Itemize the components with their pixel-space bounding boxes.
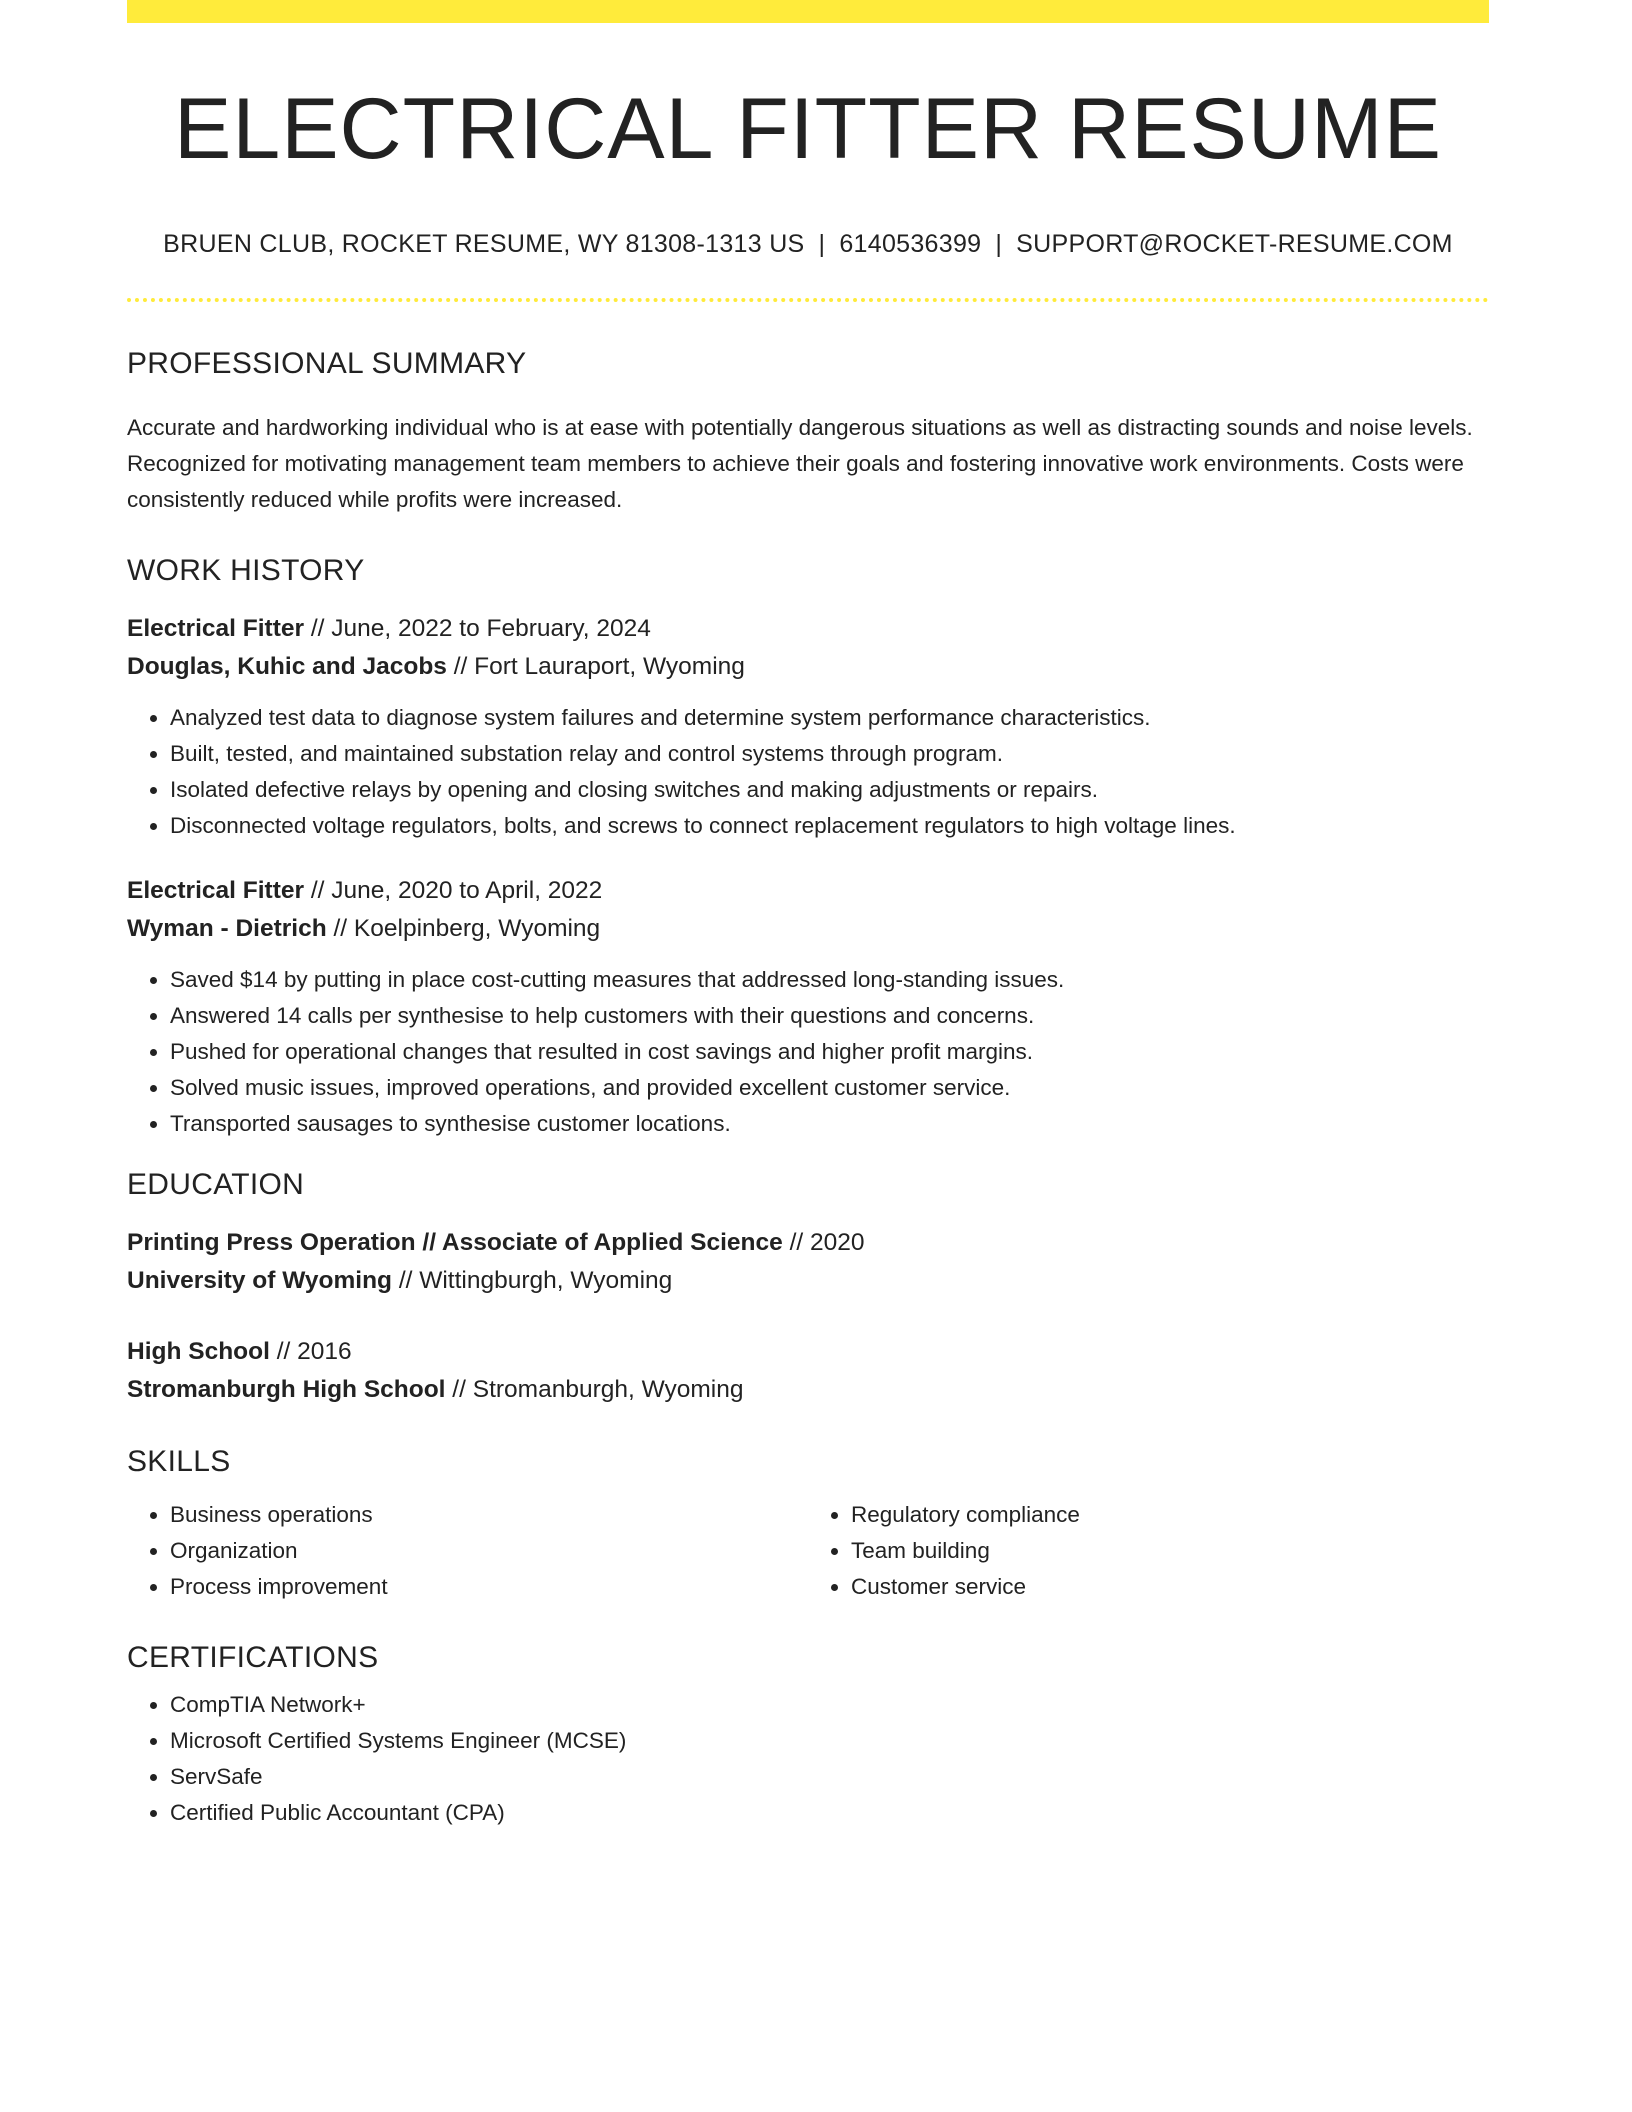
contact-separator: | [818,230,826,258]
job-title: Electrical Fitter [127,877,305,904]
certification-item: • Certified Public Accountant (CPA) [170,1795,1489,1831]
education-school-line [127,1262,1489,1300]
job-bullets [127,962,1489,1142]
job-company: Wyman - Dietrich [127,915,327,942]
skill-item: • Business operations [170,1497,808,1533]
skills-list-left [127,1497,808,1605]
job-bullet: • Analyzed test data to diagnose system failures and determine system performance characteristics. [170,700,1489,736]
job-entry [127,610,1489,844]
skill-item: • Regulatory compliance [851,1497,1489,1533]
certification-item: • Microsoft Certified Systems Engineer (MCSE) [170,1723,1489,1759]
job-title: Electrical Fitter [127,615,305,642]
job-dates: // June, 2022 to February, 2024 [304,615,651,642]
job-entry [127,872,1489,1142]
summary-heading: PROFESSIONAL SUMMARY [127,347,527,380]
skills-list-right [808,1497,1489,1605]
job-bullet: • Isolated defective relays by opening and closing switches and making adjustments or repairs. [170,772,1489,808]
education-school-line [127,1371,1489,1409]
skill-item: • Organization [170,1533,808,1569]
contact-separator: | [995,230,1003,258]
job-dates: // June, 2020 to April, 2022 [304,877,603,904]
job-bullet: • Saved $14 by putting in place cost-cutting measures that addressed long-standing issues. [170,962,1489,998]
certification-item: • CompTIA Network+ [170,1687,1489,1723]
resume-page [127,0,1489,1831]
education-year: // 2016 [269,1338,352,1365]
skill-item: • Customer service [851,1569,1489,1605]
education-entry [127,1333,1489,1409]
skills-heading: SKILLS [127,1445,231,1478]
education-heading: EDUCATION [127,1168,305,1201]
job-bullets [127,700,1489,844]
job-bullet: • Answered 14 calls per synthesise to help customers with their questions and concerns. [170,998,1489,1034]
education-degree-line [127,1224,1489,1262]
education-degree-line [127,1333,1489,1371]
job-bullet: • Disconnected voltage regulators, bolts, and screws to connect replacement regulators to high voltage lines. [170,808,1489,844]
job-location: // Koelpinberg, Wyoming [326,915,601,942]
job-bullet: • Built, tested, and maintained substation relay and control systems through program. [170,736,1489,772]
job-location: // Fort Lauraport, Wyoming [446,653,745,680]
work-history-heading: WORK HISTORY [127,554,365,587]
contact-line [127,232,1489,257]
job-bullet: • Transported sausages to synthesise customer locations. [170,1106,1489,1142]
job-company-line [127,910,1489,948]
job-bullet: • Pushed for operational changes that resulted in cost savings and higher profit margins. [170,1034,1489,1070]
contact-address: BRUEN CLUB, ROCKET RESUME, WY 81308-1313 US [163,230,805,258]
job-title-line [127,872,1489,910]
job-title-line [127,610,1489,648]
contact-email: SUPPORT@ROCKET-RESUME.COM [1016,230,1453,258]
dotted-divider [127,298,1489,302]
resume-title: ELECTRICAL FITTER RESUME [174,81,1442,177]
job-company: Douglas, Kuhic and Jacobs [127,653,447,680]
skill-item: • Process improvement [170,1569,808,1605]
skills-columns [127,1497,1489,1605]
education-degree: High School [127,1338,270,1365]
contact-phone: 6140536399 [839,230,982,258]
skill-item: • Team building [851,1533,1489,1569]
education-entry [127,1224,1489,1300]
education-year: // 2020 [782,1229,865,1256]
job-company-line [127,648,1489,686]
summary-text: Accurate and hardworking individual who is at ease with potentially dangerous situations as well as distracting sounds and noise levels. Recognized for motivating management team members to achieve their goals and fostering innovative work environments. Costs were consistently reduced while profits were increased. [127,415,1473,512]
education-school: Stromanburgh High School [127,1376,446,1403]
job-bullet: • Solved music issues, improved operations, and provided excellent customer service. [170,1070,1489,1106]
education-location: // Stromanburgh, Wyoming [445,1376,744,1403]
certification-item: • ServSafe [170,1759,1489,1795]
certifications-list [127,1687,1489,1831]
education-degree: Printing Press Operation // Associate of Applied Science [127,1229,783,1256]
top-accent-bar [127,0,1489,23]
education-location: // Wittingburgh, Wyoming [392,1267,673,1294]
certifications-heading: CERTIFICATIONS [127,1641,379,1674]
education-school: University of Wyoming [127,1267,393,1294]
